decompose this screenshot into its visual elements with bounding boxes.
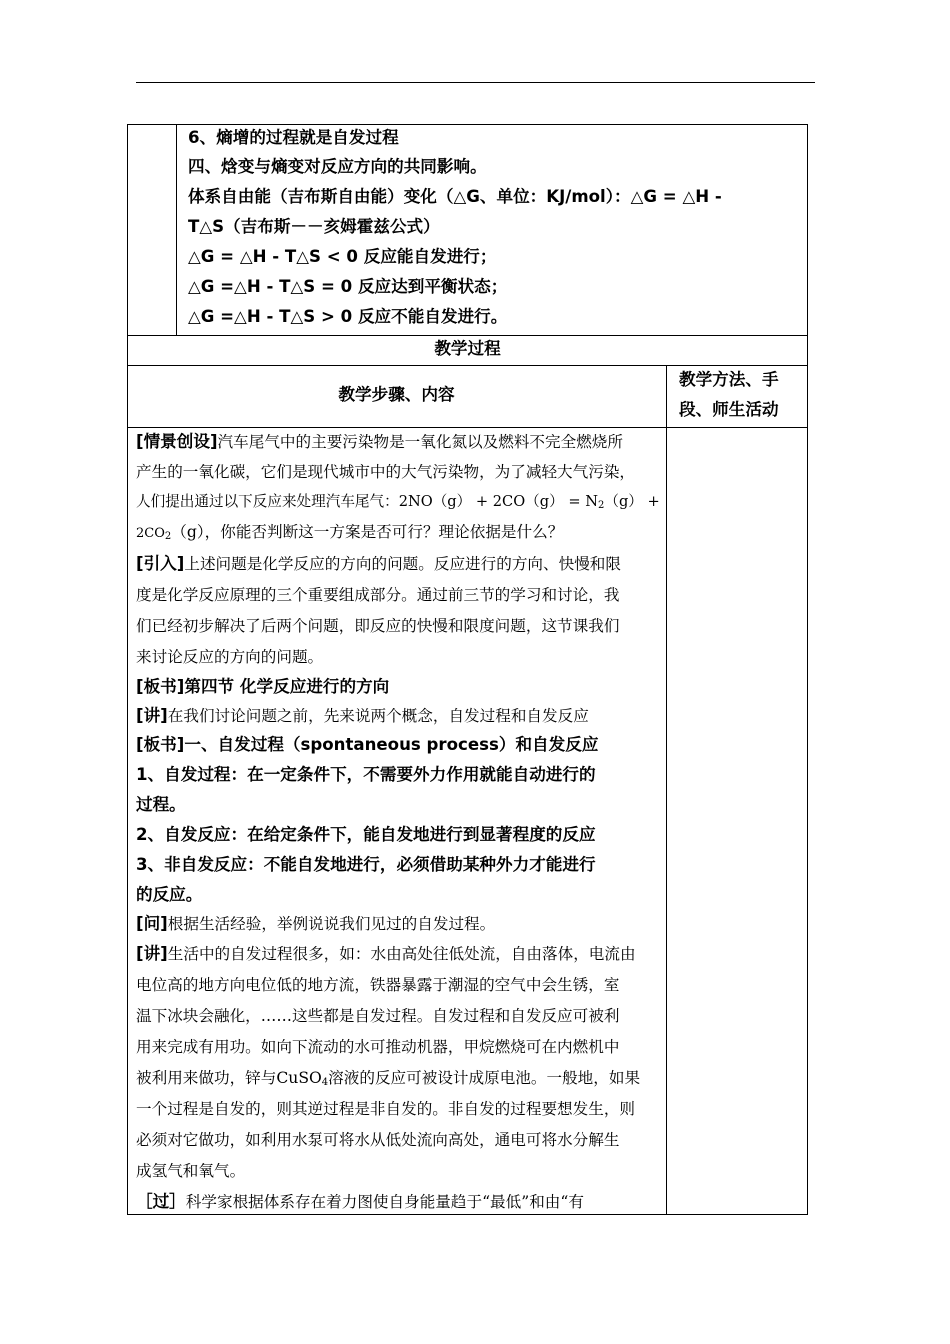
lecture-paragraph-line1: [讲]生活中的自发过程很多，如：水由高处往低处流，自由落体，电流由 xyxy=(136,944,636,963)
scenario-paragraph-line4: $2CO_2(g)$，你能否判断这一方案是否可行？理论依据是什么？ xyxy=(136,523,564,542)
top-section-bottom-border xyxy=(127,335,808,336)
methods-column-header-line1: 教学方法、手 xyxy=(679,370,779,389)
transition-paragraph: ［过］科学家根据体系存在着力图使自身能量趋于“最低”和由“有 xyxy=(136,1192,584,1211)
header-row-bottom-border xyxy=(127,427,808,428)
definition-spontaneous-process: 1、自发过程：在一定条件下，不需要外力作用就能自动进行的 xyxy=(136,765,596,784)
intro-paragraph-line3: 们已经初步解决了后两个问题，即反应的快慢和限度问题，这节课我们 xyxy=(136,617,620,635)
criterion-negative: △G = △H - T△S < 0 反应能自发进行； xyxy=(188,247,497,266)
free-energy-definition: 体系自由能（吉布斯自由能）变化（△G、单位：KJ/mol）：△G = △H - xyxy=(188,187,722,206)
definition-nonspontaneous-reaction: 3、非自发反应：不能自发地进行，必须借助某种外力才能进行 xyxy=(136,855,596,874)
point-6: 6、熵增的过程就是自发过程 xyxy=(188,128,399,147)
section-title: 教学过程 xyxy=(434,339,501,358)
header-rule xyxy=(136,82,815,83)
lecture-paragraph-line4: 用来完成有用功。如向下流动的水可推动机器，甲烷燃烧可在内燃机中 xyxy=(136,1038,620,1056)
question-tag: [问] xyxy=(136,914,168,933)
top-left-column-divider xyxy=(176,124,177,335)
definition-nonspontaneous-reaction-cont: 的反应。 xyxy=(136,885,203,904)
criterion-positive: △G =△H - T△S > 0 反应不能自发进行。 xyxy=(188,307,508,326)
lecture-paragraph-line5: 被利用来做功，锌与CuSO$_4$溶液的反应可被设计成原电池。一般地，如果 xyxy=(136,1069,641,1088)
lecture-paragraph-line6: 一个过程是自发的，则其逆过程是非自发的。非自发的过程要想发生，则 xyxy=(136,1100,636,1118)
question-paragraph: [问]根据生活经验，举例说说我们见过的自发过程。 xyxy=(136,914,496,933)
lecture-paragraph-line2: 电位高的地方向电位低的地方流，铁器暴露于潮湿的空气中会生锈，室 xyxy=(136,976,620,994)
criterion-zero: △G =△H - T△S = 0 反应达到平衡状态； xyxy=(188,277,508,296)
methods-column-header-line2: 段、师生活动 xyxy=(679,400,779,419)
intro-tag: [引入] xyxy=(136,554,185,573)
board-heading-spontaneous: [板书]一、自发过程（spontaneous process）和自发反应 xyxy=(136,735,599,754)
section-four-heading: 四、焓变与熵变对反应方向的共同影响。 xyxy=(188,157,487,176)
transition-tag: ［过］ xyxy=(136,1192,186,1211)
lecture-paragraph-line8: 成氢气和氧气。 xyxy=(136,1162,246,1180)
steps-column-header: 教学步骤、内容 xyxy=(338,385,455,404)
lecture-tag-2: [讲] xyxy=(136,944,168,963)
method-column-divider xyxy=(666,365,667,1215)
intro-paragraph-line2: 度是化学反应原理的三个重要组成部分。通过前三节的学习和讨论，我 xyxy=(136,586,620,604)
intro-paragraph-line4: 来讨论反应的方向的问题。 xyxy=(136,648,324,666)
lecture-paragraph-line7: 必须对它做功，如利用水泵可将水从低处流向高处，通电可将水分解生 xyxy=(136,1131,620,1149)
lecture-concepts: [讲]在我们讨论问题之前，先来说两个概念，自发过程和自发反应 xyxy=(136,706,589,725)
scenario-paragraph-line1: [情景创设]汽车尾气中的主要污染物是一氧化氮以及燃料不完全燃烧所 xyxy=(136,432,623,451)
scenario-paragraph-line3: 人们提出通过以下反应来处理汽车尾气：$2NO(g) + 2CO(g) = N_2(g)$ + xyxy=(136,493,660,511)
board-heading-section4: [板书]第四节 化学反应进行的方向 xyxy=(136,677,390,696)
lecture-tag: [讲] xyxy=(136,706,168,725)
lecture-paragraph-line3: 温下冰块会融化，……这些都是自发过程。自发过程和自发反应可被利 xyxy=(136,1007,620,1025)
free-energy-definition-cont: T△S（吉布斯－－亥姆霍兹公式） xyxy=(188,217,440,236)
title-row-bottom-border xyxy=(127,365,808,366)
intro-paragraph-line1: [引入]上述问题是化学反应的方向的问题。反应进行的方向、快慢和限 xyxy=(136,554,621,573)
definition-spontaneous-reaction: 2、自发反应：在给定条件下，能自发地进行到显著程度的反应 xyxy=(136,825,596,844)
scenario-tag: [情景创设] xyxy=(136,432,218,451)
definition-spontaneous-process-cont: 过程。 xyxy=(136,795,186,814)
scenario-paragraph-line2: 产生的一氧化碳，它们是现代城市中的大气污染物，为了减轻大气污染， xyxy=(136,463,636,481)
